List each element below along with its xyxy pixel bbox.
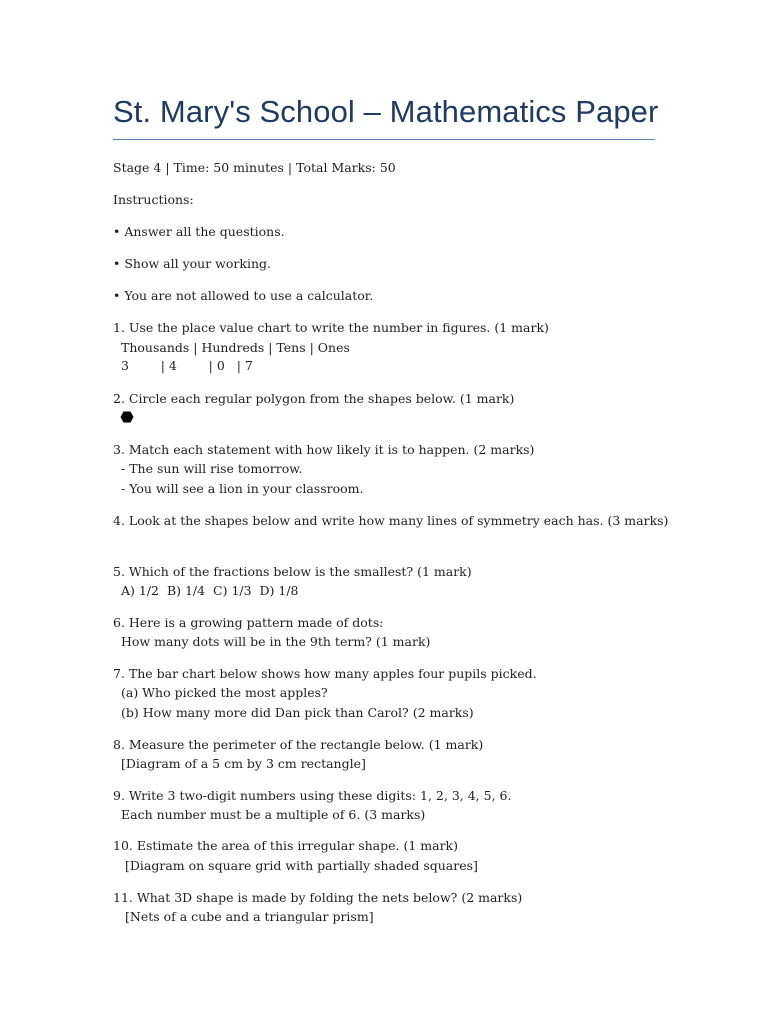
place-value-header: Thousands | Hundreds | Tens | Ones: [121, 340, 350, 355]
question-7b: (b) How many more did Dan pick than Carol? (2 marks): [121, 705, 474, 720]
question-5-options: A) 1/2 B) 1/4 C) 1/3 D) 1/8: [121, 583, 299, 598]
question-1: 1. Use the place value chart to write the number in figures. (1 mark): [113, 320, 549, 335]
question-3-statement: - You will see a lion in your classroom.: [121, 481, 364, 496]
question-7: 7. The bar chart below shows how many apples four pupils picked.: [113, 666, 537, 681]
question-10: 10. Estimate the area of this irregular shape. (1 mark): [113, 838, 458, 853]
question-11: 11. What 3D shape is made by folding the nets below? (2 marks): [113, 890, 523, 905]
question-2: 2. Circle each regular polygon from the shapes below. (1 mark): [113, 391, 515, 406]
exam-meta: Stage 4 | Time: 50 minutes | Total Marks: 50: [113, 160, 396, 175]
question-7a: (a) Who picked the most apples?: [121, 685, 328, 700]
place-value-digits: 3 | 4 | 0 | 7: [121, 358, 253, 373]
question-9: 9. Write 3 two-digit numbers using these digits: 1, 2, 3, 4, 5, 6.: [113, 788, 512, 803]
title-underline: [113, 139, 655, 140]
question-8: 8. Measure the perimeter of the rectangle below. (1 mark): [113, 737, 484, 752]
question-3-statement: - The sun will rise tomorrow.: [121, 461, 303, 476]
question-6-sub: How many dots will be in the 9th term? (1 mark): [121, 634, 431, 649]
hexagon-icon: [120, 410, 134, 424]
instructions-heading: Instructions:: [113, 192, 194, 207]
question-9-sub: Each number must be a multiple of 6. (3 marks): [121, 807, 426, 822]
question-11-diagram-note: [Nets of a cube and a triangular prism]: [125, 909, 374, 924]
question-3: 3. Match each statement with how likely it is to happen. (2 marks): [113, 442, 535, 457]
question-4: 4. Look at the shapes below and write how many lines of symmetry each has. (3 marks): [113, 513, 669, 528]
question-10-diagram-note: [Diagram on square grid with partially shaded squares]: [125, 858, 478, 873]
question-8-diagram-note: [Diagram of a 5 cm by 3 cm rectangle]: [121, 756, 366, 771]
question-5: 5. Which of the fractions below is the smallest? (1 mark): [113, 564, 472, 579]
page-title: St. Mary's School – Mathematics Paper: [113, 94, 659, 129]
instruction-item: • You are not allowed to use a calculator.: [113, 288, 374, 303]
instruction-item: • Show all your working.: [113, 256, 271, 271]
question-6: 6. Here is a growing pattern made of dots:: [113, 615, 384, 630]
instruction-item: • Answer all the questions.: [113, 224, 285, 239]
